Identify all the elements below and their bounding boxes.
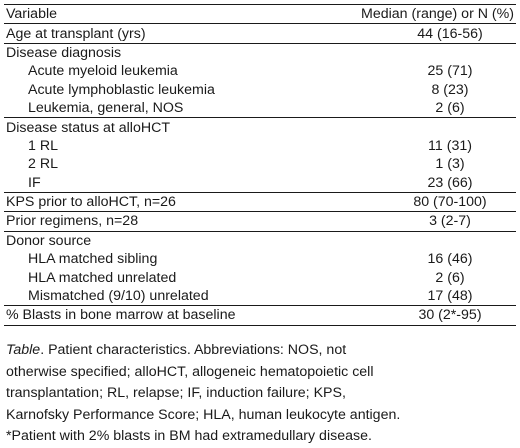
caption-lead: Table	[6, 342, 41, 358]
table-row	[4, 44, 516, 62]
row-value: 2 (6)	[435, 269, 465, 286]
row-label: IF	[28, 174, 41, 191]
row-label: Acute lymphoblastic leukemia	[28, 81, 215, 98]
row-value: 23 (66)	[427, 174, 473, 191]
table-row	[4, 250, 516, 268]
row-label: % Blasts in bone marrow at baseline	[6, 307, 236, 324]
table-header-row	[4, 5, 516, 24]
row-value: 8 (23)	[431, 81, 469, 98]
row-value: 1 (3)	[435, 156, 465, 173]
table-row	[4, 62, 516, 80]
caption-line-text: . Patient characteristics. Abbreviations: NOS, not	[40, 342, 347, 358]
row-value: 11 (31)	[428, 137, 472, 154]
row-value: 44 (16-56)	[417, 25, 483, 42]
table-row	[4, 137, 516, 155]
header-value: Median (range) or N (%)	[361, 6, 514, 23]
row-value: 3 (2-7)	[429, 213, 471, 230]
row-label: Prior regimens, n=28	[6, 213, 139, 230]
caption-line: otherwise specified; alloHCT, allogeneic hematopoietic cell	[6, 363, 374, 380]
caption-line	[6, 340, 516, 362]
table-row	[4, 232, 516, 250]
row-label: Disease status at alloHCT	[6, 119, 171, 136]
row-label: KPS prior to alloHCT, n=26	[6, 194, 176, 211]
row-label: Mismatched (9/10) unrelated	[28, 288, 209, 305]
table-row	[4, 212, 516, 231]
row-value: 25 (71)	[427, 63, 473, 80]
table-row	[4, 99, 516, 118]
table-caption	[6, 340, 516, 448]
table-row	[4, 155, 516, 173]
row-value: 30 (2*-95)	[418, 307, 482, 324]
row-label: 1 RL	[28, 137, 58, 154]
row-value: 17 (48)	[427, 288, 473, 305]
row-label: Donor source	[6, 232, 92, 249]
table-row	[4, 287, 516, 306]
patient-characteristics-table	[4, 4, 516, 326]
table-row	[4, 174, 516, 193]
table-row	[4, 193, 516, 212]
row-label: Disease diagnosis	[6, 44, 122, 61]
row-value: 16 (46)	[427, 251, 473, 268]
row-label: HLA matched unrelated	[28, 269, 177, 286]
table-row	[4, 81, 516, 99]
caption-line: Karnofsky Performance Score; HLA, human leukocyte antigen.	[6, 406, 401, 423]
row-value: 2 (6)	[435, 100, 465, 117]
table-row	[4, 306, 516, 325]
caption-line: transplantation; RL, relapse; IF, induction failure; KPS,	[6, 385, 346, 401]
caption-line: *Patient with 2% blasts in BM had extramedullary disease.	[6, 428, 372, 444]
table-row	[4, 24, 516, 43]
table-row	[4, 268, 516, 286]
row-label: 2 RL	[28, 156, 58, 173]
header-variable: Variable	[6, 6, 57, 23]
table-row	[4, 118, 516, 136]
row-label: Acute myeloid leukemia	[28, 63, 178, 80]
row-value: 80 (70-100)	[413, 194, 487, 211]
row-label: HLA matched sibling	[28, 251, 158, 268]
row-label: Age at transplant (yrs)	[6, 25, 146, 42]
row-label: Leukemia, general, NOS	[28, 100, 184, 117]
